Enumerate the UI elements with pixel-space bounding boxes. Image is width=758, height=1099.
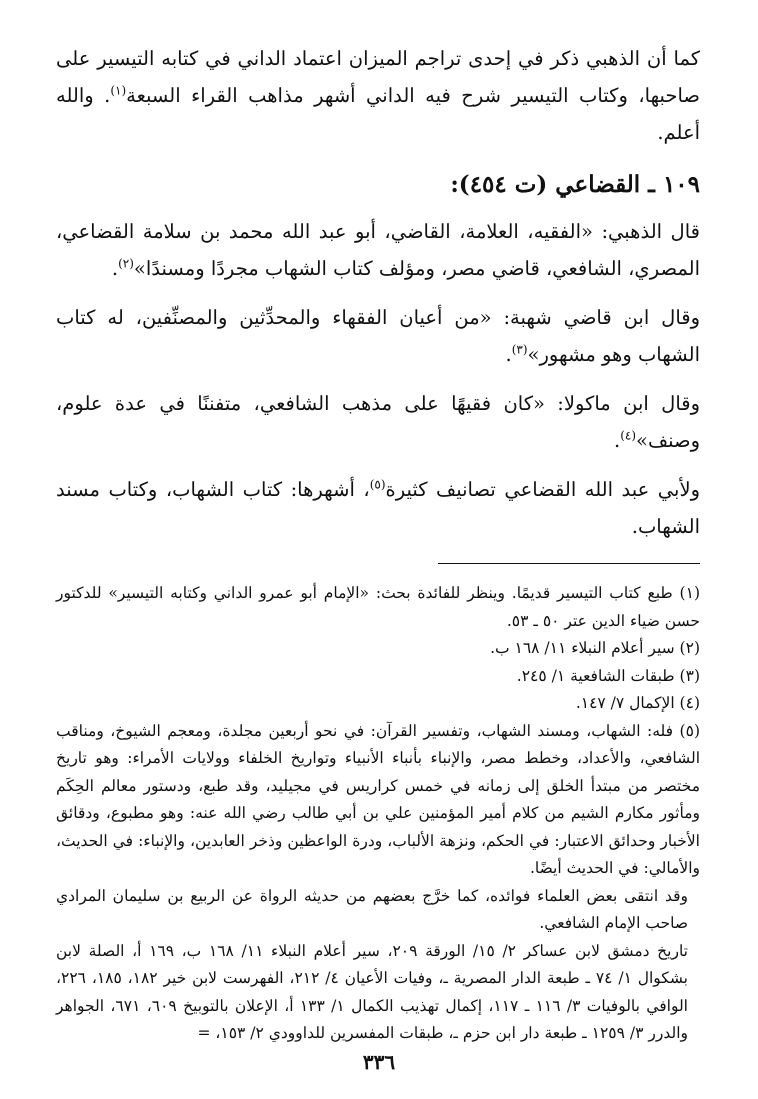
dhahabi-text: قال الذهبي: «الفقيه، العلامة، القاضي، أبو عبد الله محمد بن سلامة القضاعي، المصري، الشافعي، قاضي مصر، ومؤلف كتاب الشهاب مجردًا ومسندًا» [56, 220, 700, 280]
ibn-makula-tail: . [613, 429, 621, 452]
ibn-qadi-text: وقال ابن قاضي شهبة: «من أعيان الفقهاء والمحدِّثين والمصنِّفين، له كتاب الشهاب وهو مشهور» [56, 306, 700, 366]
page-body [56, 40, 700, 1048]
footnote-2: (٢) سير أعلام النبلاء ١١/ ١٦٨ ب. [490, 639, 700, 657]
intro-text: كما أن الذهبي ذكر في إحدى تراجم الميزان اعتماد الداني في كتابه التيسير على صاحبها، وكتاب التيسير شرح فيه الداني أشهر مذاهب القراء السبعة [56, 47, 700, 107]
footnote-ref-4[interactable]: (٤) [620, 428, 637, 443]
paragraph-ibn-makula [56, 385, 700, 459]
footnote-ref-5[interactable]: (٥) [369, 477, 386, 492]
paragraph-intro [56, 40, 700, 151]
works-text-a: ولأبي عبد الله القضاعي تصانيف كثيرة [385, 478, 700, 501]
page-number: ٣٣٦ [362, 1050, 396, 1074]
footnote-divider [438, 563, 700, 564]
footnote-3: (٣) طبقات الشافعية ١/ ٢٤٥. [516, 666, 700, 685]
footnote-ref-3[interactable]: (٣) [511, 342, 528, 357]
intro-tail: . والله أعلم. [56, 84, 700, 144]
ibn-qadi-tail: . [505, 343, 512, 366]
footnote-ref-2[interactable]: (٢) [118, 256, 134, 271]
footnote-5-sources: تاريخ دمشق لابن عساكر ٢/ ١٥/ الورقة ٢٠٩، سير أعلام النبلاء ١١/ ١٦٨ ب، ١٦٩ أ، الصلة لابن بشكوال ١/ ٧٤ ـ طبعة الدار المصرية ـ، وفيات الأعيان ٤/ ٢١٢، الفهرست لابن خير ١٨٢، ١٨٥، ٢٢٦، الوافي بالوفيات ٣/ ١١٦ ـ ١١٧، إكمال تهذيب الكمال ١/ ١٣٣ أ، الإعلان بالتوبيخ ٦٠٩، ٦٧١، الجواهر والدرر ٣/ ١٢٥٩ ـ طبعة دار ابن حزم ـ، طبقات المفسرين للداوودي ٢/ ١٥٣، = [56, 941, 688, 1042]
dhahabi-tail: . [111, 257, 119, 280]
footnote-1: (١) طبع كتاب التيسير قديمًا. وينظر للفائدة بحث: «الإمام أبو عمرو الداني وكتابه التيسير» للدكتور حسن ضياء الدين عتر ٥٠ ـ ٥٣. [56, 584, 700, 630]
paragraph-dhahabi [56, 213, 700, 287]
footnote-ref-1[interactable]: (١) [110, 83, 127, 98]
footnote-5: (٥) فله: الشهاب، ومسند الشهاب، وتفسير القرآن: في نحو أربعين مجلدة، ومعجم الشيوخ، ومناقب الشافعي، والأعداد، وخطط مصر، والإنباء بأنباء الأنبياء وتواريخ الخلفاء وولايات الأمراء: وهو تاريخ مختصر من مبتدأ الخلق إلى زمانه في خمس كراريس في مجيليد، وقد طبع، ودستور معالم الحِكَم ومأثور مكارم الشيم من كلام أمير المؤمنين علي بن أبي طالب رضي الله عنه: وهو مطبوع، ودقائق الأخبار وحدائق الاعتبار: في الحكم، ونزهة الألباب، ودرة الواعظين وذخر العابدين، والإنباء: في الحديث، والأمالي: في الحديث أيضًا. [56, 721, 700, 877]
section-heading: ١٠٩ ـ القضاعي (ت ٤٥٤): [450, 171, 700, 198]
works-text-b: ، أشهرها: كتاب الشهاب، وكتاب مسند الشهاب. [56, 478, 700, 538]
paragraph-works [56, 471, 700, 545]
ibn-makula-text: وقال ابن ماكولا: «كان فقيهًا على مذهب الشافعي، متفننًا في عدة علوم، وصنف» [56, 392, 700, 452]
footnote-5-continued: وقد انتقى بعض العلماء فوائده، كما خرَّج بعضهم من حديثه الرواة عن الربيع بن سليمان المرادي صاحب الإمام الشافعي. [56, 886, 688, 932]
footnote-4: (٤) الإكمال ٧/ ١٤٧. [575, 694, 700, 712]
paragraph-ibn-qadi-shuhba [56, 299, 700, 373]
